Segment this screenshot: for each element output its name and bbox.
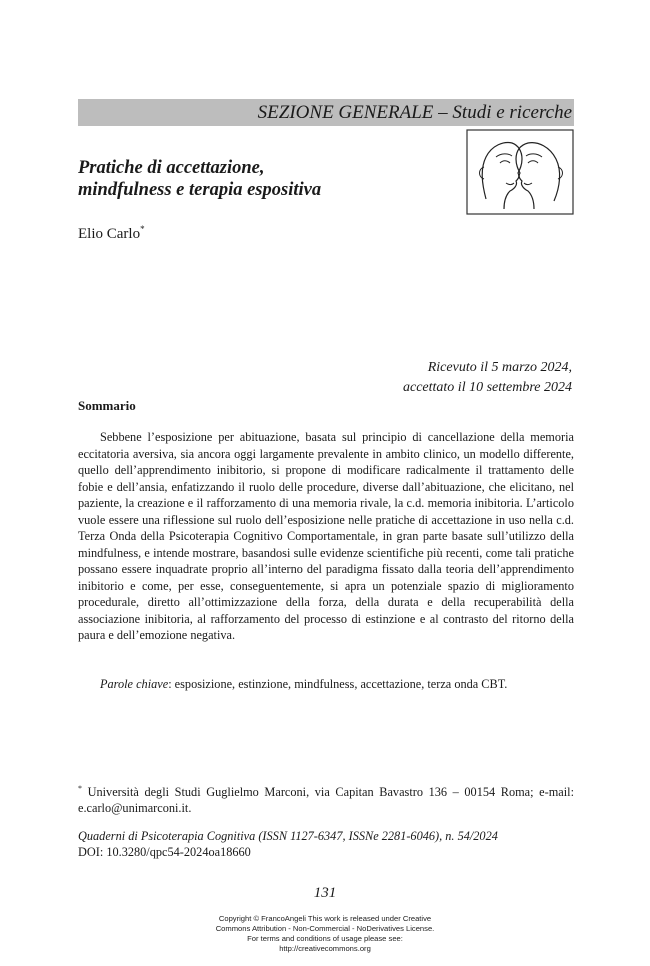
received-date: Ricevuto il 5 marzo 2024, — [427, 360, 572, 375]
two-faces-logo-icon — [466, 129, 574, 215]
copyright-line3: For terms and conditions of usage please see: — [247, 934, 403, 943]
keywords-label: Parole chiave — [100, 677, 169, 691]
section-header-title: SEZIONE GENERALE – Studi e ricerche — [257, 102, 572, 123]
summary-heading: Sommario — [78, 398, 136, 413]
article-title — [78, 157, 448, 201]
author-name-block — [78, 224, 145, 243]
article-title-line2: mindfulness e terapia espositiva — [78, 180, 322, 200]
copyright-notice — [0, 914, 650, 954]
author-name: Elio Carlo — [78, 226, 141, 242]
abstract-text: Sebbene l’esposizione per abituazione, basata sul principio di cancellazione della memoria eccitatoria aversiva, sia ancora oggi largamente prevalente in ambito clinico, un modello differente, quello dell’apprendimento inibitorio, si propone di modificare radicalmente il trattamento delle fobie e dell’ansia, enfatizzando il ruolo delle procedure, diverse dall’abituazione, che elicitano, nel paziente, la creazione e il rafforzamento di una memoria rivale, la c.d. memoria inibitoria. L’articolo vuole essere una riflessione sul ruolo dell’esposizione nelle pratiche di accettazione in uso nella c.d. Terza Onda della Psicoterapia Cognitivo Comportamentale, in gran parte basate sull’utilizzo della mindfulness, e intende mostrare, basandosi sulle evidenze scientifiche più recenti, come tali pratiche possano essere inquadrate proprio all’interno del paradigma fissato dalla teoria dell’apprendimento inibitorio e come, per esse, conseguentemente, si apra un potenziale spazio di miglioramento procedurale, diretto all’ottimizzazione della forza, della durata e della recuperabilità della associazione inibitoria, al rafforzamento del processo di estinzione e al contrasto del ritorno della paura e dell’emozione negativa. — [78, 430, 574, 642]
author-affiliation-footnote — [78, 781, 574, 816]
keywords-text: : esposizione, estinzione, mindfulness, accettazione, terza onda CBT. — [168, 677, 508, 691]
accepted-date: accettato il 10 settembre 2024 — [403, 380, 572, 395]
copyright-link[interactable]: http://creativecommons.org — [279, 944, 371, 953]
copyright-line1: Copyright © FrancoAngeli This work is released under Creative — [218, 914, 432, 923]
article-title-line1: Pratiche di accettazione, — [78, 158, 265, 178]
footnote-text: Università degli Studi Guglielmo Marconi, via Capitan Bavastro 136 – 00154 Roma; e-mail: e.carlo@unimarconi.it. — [78, 785, 574, 815]
copyright-line2: Commons Attribution - Non-Commercial - NoDerivatives License. — [215, 924, 435, 933]
journal-info — [78, 828, 598, 860]
journal-citation: Quaderni di Psicoterapia Cognitiva (ISSN 1127-6347, ISSNe 2281-6046), n. 54/2024 — [78, 829, 498, 843]
footnote-mark: * — [78, 784, 82, 793]
submission-dates — [403, 358, 572, 398]
author-footnote-mark: * — [140, 224, 145, 234]
page-number: 131 — [313, 885, 337, 901]
keywords-line — [78, 676, 574, 692]
journal-doi: DOI: 10.3280/qpc54-2024oa18660 — [78, 845, 251, 859]
